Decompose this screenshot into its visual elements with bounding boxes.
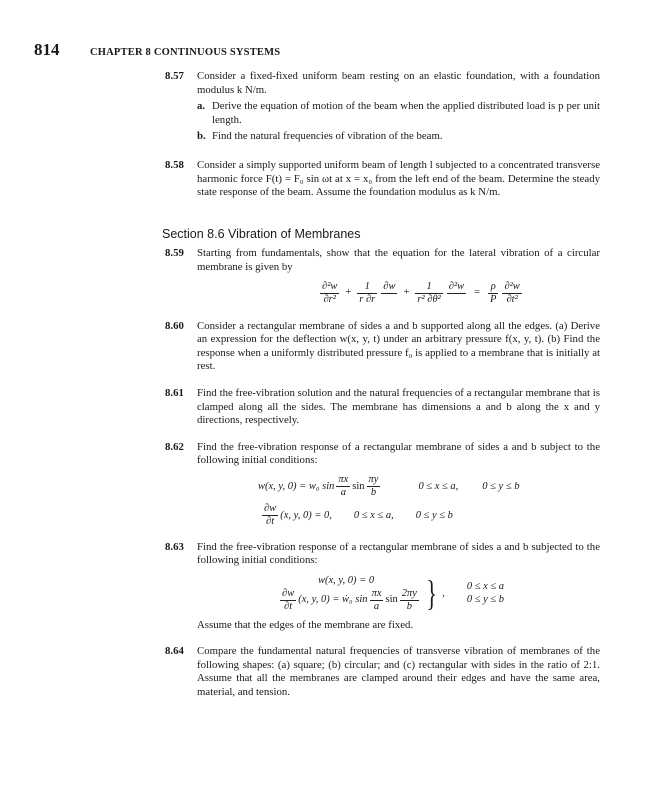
- problem-number: 8.63: [165, 540, 184, 553]
- fraction: $\frac{\partial w}{\partial t}$: [264, 502, 277, 527]
- fraction: $\frac{\pi x}{a}$: [371, 587, 382, 612]
- problem-number: 8.60: [165, 319, 184, 332]
- initial-condition-2: $\frac{\partial w}{\partial t}$ (x, y, 0) = 0, 0 ≤ x ≤ a, 0 ≤ y ≤ b: [264, 502, 453, 527]
- section-heading: Section 8.6 Vibration of Membranes: [162, 226, 361, 241]
- brace: }: [426, 573, 437, 614]
- page-content: [162, 70, 600, 700]
- problem-8-61: [165, 386, 600, 428]
- part-text: Find the natural frequencies of vibration of the beam.: [212, 130, 443, 143]
- page-number: 814: [34, 40, 60, 59]
- part-text: Derive the equation of motion of the beam when the applied distributed load is p per unit length.: [212, 100, 600, 126]
- fraction: $\frac{\text{∂²w}}{\text{∂r²}}$: [322, 280, 338, 305]
- problem-8-58: [165, 158, 600, 200]
- problem-text: Starting from fundamentals, show that the equation for the lateral vibration of a circular membrane is given by: [197, 247, 600, 273]
- problem-text: Consider a fixed-fixed uniform beam resting on an elastic foundation, with a foundation modulus k N/m.: [197, 70, 600, 96]
- membrane-equation: $\frac{\text{∂²w}}{\text{∂r²}}$ + $\frac{1}{r \partial r}$ ∂w + $\frac{1}{\text{r² ∂θ²}}$ ∂²w = $\frac{\rho}{P}$ $\frac{\text{∂²w}}{\text{∂t²}}$: [322, 280, 520, 305]
- problem-8-57: [165, 70, 600, 144]
- fraction: $\frac{\text{∂²w}}{\text{∂t²}}$: [504, 280, 520, 305]
- condition-ranges: 0 ≤ x ≤ a 0 ≤ y ≤ b: [466, 580, 505, 606]
- page-header: [34, 40, 280, 60]
- problem-number: 8.64: [165, 645, 184, 658]
- problem-8-59: [165, 247, 600, 305]
- chapter-title: CHAPTER 8 CONTINUOUS SYSTEMS: [90, 47, 281, 58]
- problem-text: Consider a simply supported uniform beam of length l subjected to a concentrated transverse harmonic force F(t) = F₀ sin ωt at x = x₀ from the left end of the beam. Determine the steady state response of the beam. Assume the foundation modulus as k N/m.: [197, 158, 600, 199]
- fraction: $\frac{\partial w}{\partial t}$: [282, 587, 295, 612]
- problem-8-60: [165, 319, 600, 374]
- problem-number: 8.61: [165, 386, 184, 399]
- problem-number: 8.57: [165, 70, 184, 82]
- problem-part-b: [168, 130, 600, 144]
- fraction: ∂w: [383, 280, 396, 292]
- problem-text: Find the free-vibration response of a rectangular membrane of sides a and b subject to the following initial conditions:: [197, 440, 600, 467]
- condition-lines: w(x, y, 0) = 0 $\frac{\partial w}{\partial t}$ (x, y, 0) = ẇ₀ sin $\frac{\pi x}{a}$ sin $\frac{2\pi y}{b}$: [282, 575, 417, 612]
- problem-text: Find the free-vibration solution and the natural frequencies of a rectangular membrane that is clamped along all the sides. The membrane has dimensions a and b along the x and y directions, respectively.: [197, 386, 600, 427]
- problem-8-64: [165, 645, 600, 699]
- fraction: $\frac{\pi x}{a}$: [338, 473, 349, 498]
- problem-text: Consider a rectangular membrane of sides a and b supported along all the edges. (a) Derive an expression for the deflection w(x, y, t) under an arbitrary pressure f(x, y, t). (b) Find the response when a uniformly distributed pressure f₀ is applied to a membrane that is initially at rest.: [197, 319, 600, 373]
- initial-condition-1: w(x, y, 0) = w₀ sin $\frac{\pi x}{a}$ sin $\frac{\pi y}{b}$ 0 ≤ x ≤ a, 0 ≤ y ≤ b: [258, 473, 520, 498]
- problem-part-a: [168, 100, 600, 127]
- problem-number: 8.59: [165, 247, 184, 260]
- problem-8-63: [165, 540, 600, 632]
- fraction: $\frac{1}{r \partial r}$: [359, 280, 376, 305]
- fraction: $\frac{1}{\text{r² ∂θ²}}$: [417, 280, 441, 305]
- fraction: $\frac{2\pi y}{b}$: [401, 587, 417, 612]
- problem-number: 8.62: [165, 440, 184, 453]
- problem-number: 8.58: [165, 158, 184, 171]
- problem-note: Assume that the edges of the membrane are fixed.: [197, 618, 414, 631]
- part-label: b.: [197, 130, 206, 143]
- problem-text: Compare the fundamental natural frequencies of transverse vibration of membranes of the following shapes: (a) square; (b) circular; and (c) rectangular with sides in the ratio of 2:1. Assume that all the membranes are clamped around their edges and have the same area, material, and tension.: [197, 645, 600, 699]
- part-label: a.: [197, 100, 206, 113]
- problem-8-62: [165, 440, 600, 528]
- problem-text: Find the free-vibration response of a rectangular membrane of sides a and b subjected to the following initial conditions:: [197, 540, 600, 567]
- fraction: $\frac{\rho}{P}$: [490, 280, 497, 305]
- initial-conditions-system: w(x, y, 0) = 0 $\frac{\partial w}{\partial t}$ (x, y, 0) = ẇ₀ sin $\frac{\pi x}{a}$ sin $\frac{2\pi y}{b}$ } , 0 ≤ x ≤ a 0 ≤ y ≤ b: [278, 574, 600, 613]
- fraction: ∂²w: [448, 280, 465, 292]
- fraction: $\frac{\pi y}{b}$: [368, 473, 379, 498]
